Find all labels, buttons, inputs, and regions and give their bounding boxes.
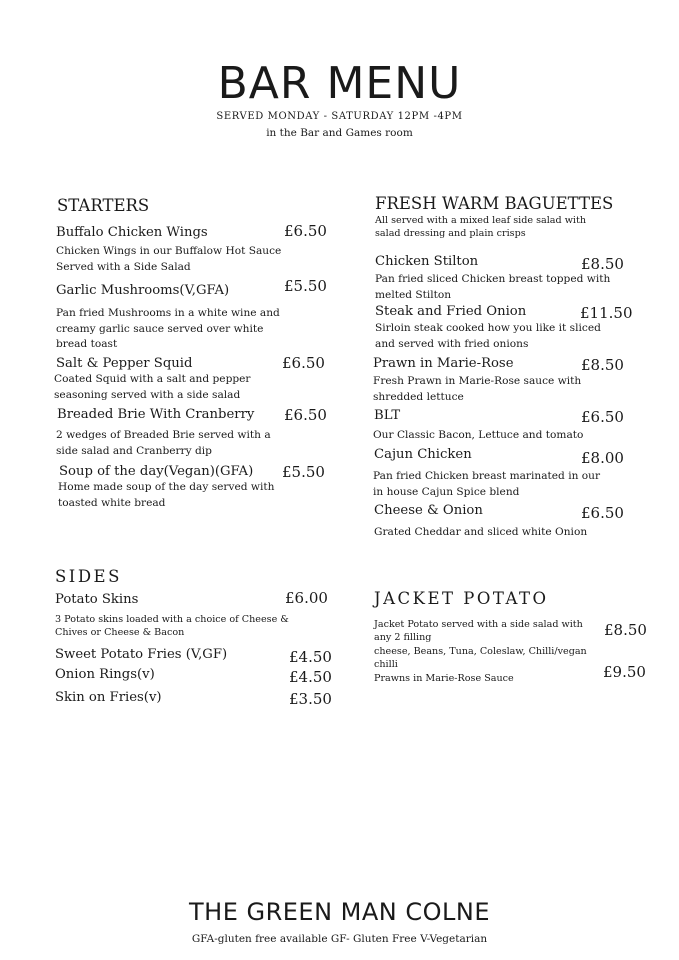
- menu-item-price: £6.50: [284, 222, 327, 240]
- menu-item-price: £4.50: [289, 668, 332, 686]
- menu-item-name: Cheese & Onion: [374, 503, 483, 518]
- menu-item-name: Potato Skins: [55, 592, 139, 607]
- menu-item-description: Grated Cheddar and sliced white Onion: [374, 526, 588, 538]
- menu-item-price: £8.00: [581, 449, 624, 467]
- menu-item-name: Onion Rings(v): [55, 667, 155, 682]
- menu-item-description: Home made soup of the day served with toasted white bread: [58, 481, 275, 509]
- menu-item-description: Pan fried Chicken breast marinated in our in house Cajun Spice blend: [373, 470, 601, 498]
- menu-item-description: Fresh Prawn in Marie-Rose sauce with shredded lettuce: [373, 375, 582, 403]
- baguettes-intro: All served with a mixed leaf side salad with salad dressing and plain crisps: [375, 215, 587, 239]
- jacket-potato-prawn-price: £9.50: [603, 663, 646, 681]
- menu-item-description: Pan fried Mushrooms in a white wine and creamy garlic sauce served over white bread toast: [56, 307, 280, 350]
- menu-item-name: Sweet Potato Fries (V,GF): [55, 647, 228, 662]
- menu-item-price: £6.50: [284, 406, 327, 424]
- menu-item-price: £3.50: [289, 690, 332, 708]
- jacket-potato-price: £8.50: [604, 621, 647, 639]
- menu-item-description: 3 Potato skins loaded with a choice of Cheese & Chives or Cheese & Bacon: [55, 614, 289, 638]
- jacket-potato-prawn-option: Prawns in Marie-Rose Sauce: [374, 673, 514, 684]
- menu-item-name: Skin on Fries(v): [55, 690, 162, 705]
- menu-item-description: Our Classic Bacon, Lettuce and tomato: [373, 429, 584, 441]
- menu-item-description: Coated Squid with a salt and pepper seasoning served with a side salad: [54, 373, 251, 401]
- menu-item-description: 2 wedges of Breaded Brie served with a side salad and Cranberry dip: [56, 429, 271, 457]
- menu-item-price: £8.50: [581, 255, 624, 273]
- page-title: BAR MENU: [217, 58, 462, 109]
- venue-name: THE GREEN MAN COLNE: [188, 898, 491, 926]
- menu-item-name: Garlic Mushrooms(V,GFA): [56, 283, 230, 298]
- menu-item-description: Chicken Wings in our Buffalow Hot Sauce Served with a Side Salad: [56, 245, 282, 273]
- menu-item-price: £11.50: [580, 304, 633, 322]
- menu-item-price: £8.50: [581, 356, 624, 374]
- menu-item-name: Buffalo Chicken Wings: [56, 225, 208, 240]
- menu-item-name: Prawn in Marie-Rose: [373, 356, 514, 371]
- serving-location: in the Bar and Games room: [266, 127, 413, 139]
- menu-item-name: Breaded Brie With Cranberry: [57, 407, 255, 422]
- menu-item-price: £6.00: [285, 589, 328, 607]
- starters-heading: STARTERS: [57, 196, 150, 215]
- jacket-potato-fillings: cheese, Beans, Tuna, Coleslaw, Chilli/vegan chilli: [374, 646, 587, 670]
- baguettes-heading: FRESH WARM BAGUETTES: [375, 194, 614, 213]
- menu-item-name: Steak and Fried Onion: [375, 304, 527, 319]
- menu-item-name: Chicken Stilton: [375, 254, 479, 269]
- menu-item-price: £5.50: [282, 463, 325, 481]
- menu-item-price: £4.50: [289, 648, 332, 666]
- dietary-legend: GFA-gluten free available GF- Gluten Free V-Vegetarian: [191, 933, 488, 945]
- menu-item-name: Soup of the day(Vegan)(GFA): [59, 464, 254, 479]
- menu-item-price: £5.50: [284, 277, 327, 295]
- menu-item-description: Sirloin steak cooked how you like it sliced and served with fried onions: [375, 322, 601, 350]
- menu-item-name: BLT: [374, 408, 401, 423]
- menu-item-description: Pan fried sliced Chicken breast topped with melted Stilton: [375, 273, 611, 301]
- menu-item-name: Cajun Chicken: [374, 447, 472, 462]
- menu-item-price: £6.50: [581, 504, 624, 522]
- menu-item-name: Salt & Pepper Squid: [56, 356, 193, 371]
- menu-item-price: £6.50: [581, 408, 624, 426]
- serving-hours: SERVED MONDAY - SATURDAY 12PM -4PM: [216, 111, 463, 122]
- jacket-potato-description: Jacket Potato served with a side salad with any 2 filling: [374, 619, 583, 643]
- jacket-potato-heading: JACKET POTATO: [374, 589, 549, 608]
- menu-item-price: £6.50: [282, 354, 325, 372]
- sides-heading: SIDES: [55, 567, 122, 586]
